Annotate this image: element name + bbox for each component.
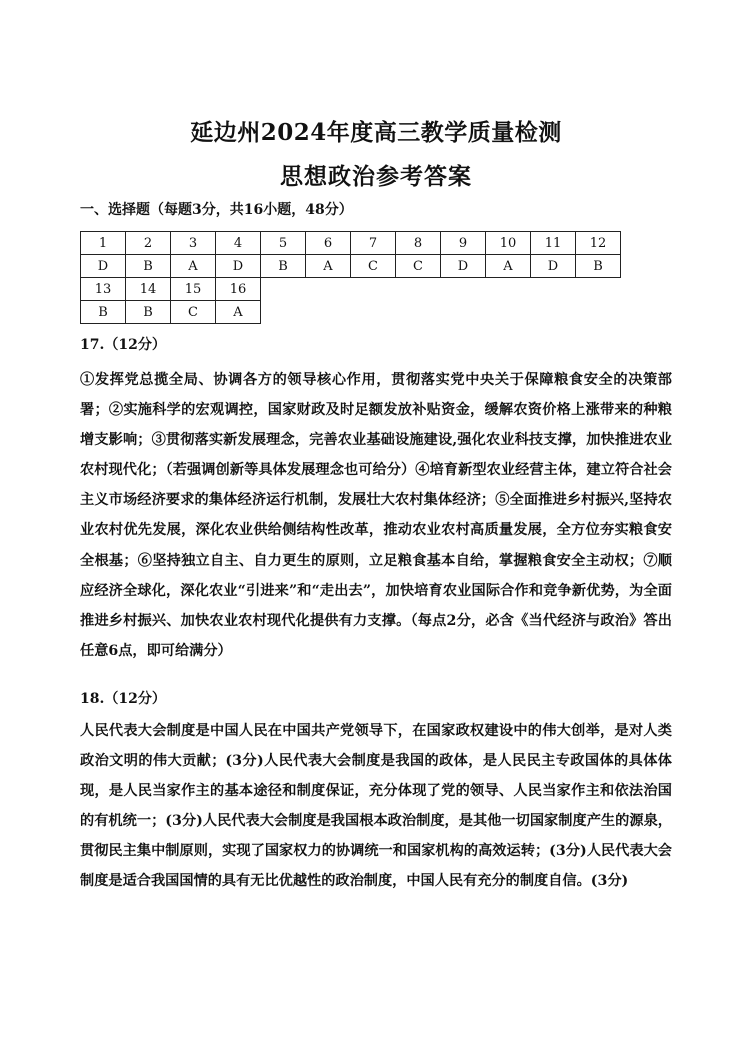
table-cell: 12 [576, 232, 621, 255]
table-cell: 5 [261, 232, 306, 255]
table-cell: 10 [486, 232, 531, 255]
question-18-answer: 人民代表大会制度是中国人民在中国共产党领导下，在国家政权建设中的伟大创举，是对人类政治文明的伟大贡献；(3分)人民代表大会制度是我国的政体，是人民民主专政国体的具体体现，是人民当家作主的基本途径和制度保证，充分体现了党的领导、人民当家作主和依法治国的有机统一；(3分)人民代表大会制度是我国根本政治制度，是其他一切国家制度产生的源泉，贯彻民主集中制原则，实现了国家权力的协调统一和国家机构的高效运转；(3分)人民代表大会制度是适合我国国情的具有无比优越性的政治制度，中国人民有充分的制度自信。(3分) [80, 723, 672, 890]
question-17-heading: 17.（12分） [80, 337, 166, 353]
table-cell: A [171, 255, 216, 278]
table-cell: B [261, 255, 306, 278]
table-cell: 3 [171, 232, 216, 255]
table-cell: A [486, 255, 531, 278]
table-cell: D [81, 255, 126, 278]
table-cell: A [306, 255, 351, 278]
table-cell: A [216, 301, 261, 324]
table-cell: D [441, 255, 486, 278]
page-subtitle: 思想政治参考答案 [280, 163, 472, 190]
table-row-numbers-2 [81, 278, 621, 301]
table-row-numbers-1 [81, 232, 621, 255]
question-17-answer: ①发挥党总揽全局、协调各方的领导核心作用，贯彻落实党中央关于保障粮食安全的决策部署；②实施科学的宏观调控，国家财政及时足额发放补贴资金，缓解农资价格上涨带来的种粮增支影响；③贯彻落实新发展理念，完善农业基础设施建设,强化农业科技支撑，加快推进农业农村现代化；（若强调创新等具体发展理念也可给分）④培育新型农业经营主体，建立符合社会主义市场经济要求的集体经济运行机制，发展壮大农村集体经济；⑤全面推进乡村振兴,坚持农业农村优先发展，深化农业供给侧结构性改革，推动农业农村高质量发展，全方位夯实粮食安全根基；⑥坚持独立自主、自力更生的原则，立足粮食基本自给，掌握粮食安全主动权；⑦顺应经济全球化，深化农业“引进来”和“走出去”，加快培育农业国际合作和竞争新优势，为全面推进乡村振兴、加快农业农村现代化提供有力支撑。（每点2分，必含《当代经济与政治》答出任意6点，即可给满分） [80, 372, 672, 659]
table-cell: B [126, 255, 171, 278]
table-cell: 4 [216, 232, 261, 255]
table-cell: 7 [351, 232, 396, 255]
table-cell: 15 [171, 278, 216, 301]
table-cell: 11 [531, 232, 576, 255]
page-title: 延边州2024年度高三教学质量检测 [190, 119, 562, 146]
table-cell: C [171, 301, 216, 324]
table-row-answers-1 [81, 255, 621, 278]
table-cell: 13 [81, 278, 126, 301]
table-cell: B [81, 301, 126, 324]
table-cell: 6 [306, 232, 351, 255]
table-cell: 14 [126, 278, 171, 301]
table-cell: 2 [126, 232, 171, 255]
table-row-answers-2 [81, 301, 621, 324]
table-cell: D [531, 255, 576, 278]
table-cell: C [396, 255, 441, 278]
table-cell: 1 [81, 232, 126, 255]
table-cell: D [216, 255, 261, 278]
table-empty [261, 278, 621, 301]
section-heading-choice: 一、选择题（每题3分，共16小题，48分） [80, 202, 353, 218]
table-cell: 16 [216, 278, 261, 301]
answer-table [80, 231, 621, 324]
table-cell: B [576, 255, 621, 278]
question-18-heading: 18.（12分） [80, 691, 166, 707]
table-cell: 8 [396, 232, 441, 255]
table-cell: C [351, 255, 396, 278]
table-empty [261, 301, 621, 324]
table-cell: B [126, 301, 171, 324]
table-cell: 9 [441, 232, 486, 255]
